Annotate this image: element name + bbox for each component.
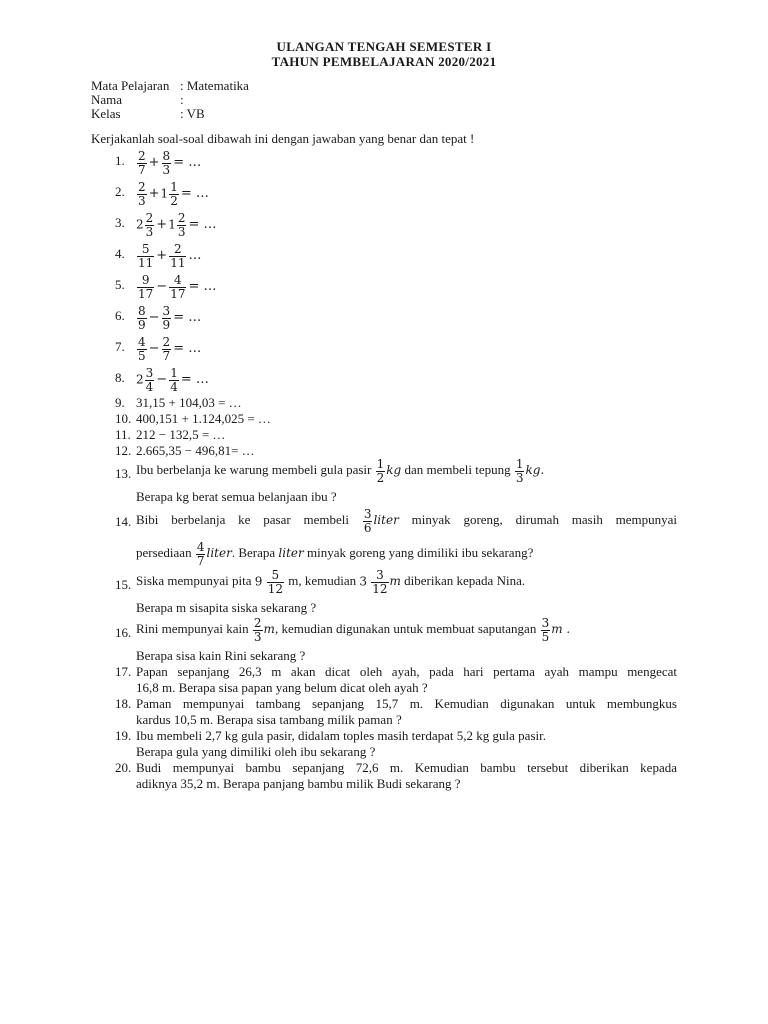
fraction: $\frac{3}{6}$ bbox=[363, 507, 372, 535]
fraction: $\frac{1}{2}$ bbox=[376, 457, 385, 485]
question-16-line-2: Berapa sisa kain Rini sekarang ? bbox=[136, 648, 306, 663]
fraction: $\frac{3}{9}$ bbox=[162, 304, 171, 332]
fraction: $\frac{1}{4}$ bbox=[170, 366, 178, 394]
exam-title: ULANGAN TENGAH SEMESTER I bbox=[276, 39, 492, 54]
meta-subject: Mata Pelajaran : Matematika bbox=[91, 78, 249, 93]
meta-name: Nama : bbox=[91, 92, 184, 107]
fraction: $\frac{5}{12}$ bbox=[267, 568, 283, 596]
fraction: $\frac{3}{4}$ bbox=[145, 366, 154, 394]
exam-page: ULANGAN TENGAH SEMESTER I TAHUN PEMBELAJARAN 2020/2021 Mata Pelajaran : Matematika Nama : Kelas : VB Kerjakanlah soal-soal dibawah ini dengan jawaban yang benar dan tepat ! 1. $\frac{2}{7}$ + $\frac{8}{3}$ = … 2. $\frac{2}{3}$ +1 $\frac{1}{2}$ = … 3. 2 $\frac{2}{3}$ +1 $\frac{2}{3}$ = … 4. $\frac{5}{11}$ + $\frac{2}{11}$ … 5. $\frac{9}{17}$ − $\frac{4}{17}$ = … 6. $\frac{8}{9}$ − $\frac{3}{9}$ = … 7. $\frac{4}{5}$ − $\frac{2}{7}$ = … 8. 2 $\frac{3}{4}$ − $\frac{1}{4}$ = … 9. 31,15 + 104,03 = … 10. 400,151 + 1.124,025 = … 11. 212 − 132,5 = … 12. 2.665,35 − 496,81= … 13. Ibu berbelanja ke warung membeli gula pasir $\frac{1}{2}$ kg dan membeli tepung $\frac{1}{3}$ kg. Berapa kg berat semua belanjaan ibu ? 14. Bibi berbelanja ke pasar membeli $\frac{3}{6}$ liter minyak goreng, dirumah masih mempunyai persediaan $\frac{4}{7}$ liter. Berapa liter minyak goreng yang dimiliki ibu sekarang? 15. Siska mempunyai pita 9 $\frac{5}{12}$ m, kemudian 3 $\frac{3}{12}$ m diberikan kepada Nina. Berapa m sisapita siska sekarang ? 16. Rini mempunyai kain $\frac{2}{3}$ m, kemudian digunakan untuk membuat saputangan $\frac{3}{5}$ m . Berapa sisa kain Rini sekarang ? 17. Papan sepanjang 26,3 m akan dicat oleh ayah, pada hari pertama ayah mampu mengecat 16,8 m. Berapa sisa papan yang belum dicat oleh ayah ? 18. Paman mempunyai tambang sepanjang 15,7 m. Kemudian digunakan untuk membungkus kardus 10,5 m. Berapa sisa tambang milik paman ? 19. Ibu membeli 2,7 kg gula pasir, didalam toples masih terdapat 5,2 kg gula pasir. Berapa gula yang dimiliki oleh ibu sekarang ? 20. Budi mempunyai bambu sepanjang 72,6 m. Kemudian bambu tersebut diberikan kepada adiknya 35,2 m. Berapa panjang bambu milik Budi sekarang ? bbox=[0, 0, 768, 1024]
question-19-line-2: Berapa gula yang dimiliki oleh ibu sekarang ? bbox=[136, 744, 376, 759]
fraction: $\frac{8}{3}$ bbox=[162, 149, 171, 177]
fraction: $\frac{2}{3}$ bbox=[145, 211, 154, 239]
fraction: $\frac{2}{3}$ bbox=[177, 211, 186, 239]
fraction: $\frac{2}{3}$ bbox=[138, 180, 146, 208]
question-14-line-2: persediaan $\frac{4}{7}$ liter. Berapa liter minyak goreng yang dimiliki ibu sekarang? bbox=[136, 540, 534, 568]
question-15-line-2: Berapa m sisapita siska sekarang ? bbox=[136, 600, 317, 615]
instruction-text: Kerjakanlah soal-soal dibawah ini dengan jawaban yang benar dan tepat ! bbox=[91, 131, 475, 146]
fraction: $\frac{4}{17}$ bbox=[170, 273, 186, 301]
fraction: $\frac{1}{2}$ bbox=[170, 180, 178, 208]
fraction: $\frac{8}{9}$ bbox=[138, 304, 146, 332]
question-13-line-2: Berapa kg berat semua belanjaan ibu ? bbox=[136, 489, 337, 504]
fraction: $\frac{4}{5}$ bbox=[138, 335, 146, 363]
meta-class: Kelas : VB bbox=[91, 106, 205, 121]
question-17-line-2: 16,8 m. Berapa sisa papan yang belum dicat oleh ayah ? bbox=[136, 680, 428, 695]
fraction: $\frac{3}{12}$ bbox=[372, 568, 388, 596]
fraction: $\frac{5}{11}$ bbox=[138, 242, 154, 270]
question-20-line-2: adiknya 35,2 m. Berapa panjang bambu milik Budi sekarang ? bbox=[136, 776, 461, 791]
fraction: $\frac{2}{7}$ bbox=[162, 335, 171, 363]
fraction: $\frac{2}{7}$ bbox=[138, 149, 146, 177]
fraction: $\frac{3}{5}$ bbox=[541, 616, 550, 644]
fraction: $\frac{9}{17}$ bbox=[138, 273, 154, 301]
exam-year: TAHUN PEMBELAJARAN 2020/2021 bbox=[271, 54, 497, 69]
fraction: $\frac{4}{7}$ bbox=[196, 540, 205, 568]
fraction: $\frac{2}{11}$ bbox=[170, 242, 186, 270]
fraction: $\frac{1}{3}$ bbox=[515, 457, 524, 485]
question-18-line-2: kardus 10,5 m. Berapa sisa tambang milik paman ? bbox=[136, 712, 402, 727]
fraction: $\frac{2}{3}$ bbox=[253, 616, 262, 644]
